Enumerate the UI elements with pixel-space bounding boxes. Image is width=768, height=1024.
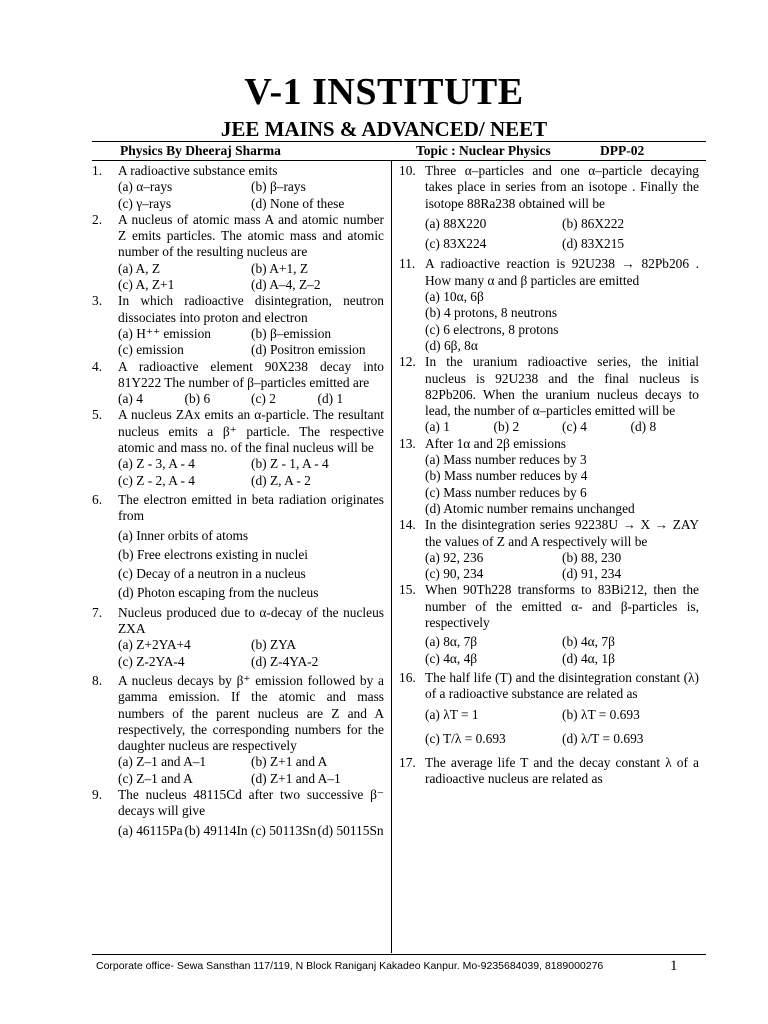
options-row: (a) A, Z (b) A+1, Z [118, 260, 309, 276]
footer-address: Corporate office- Sewa Sansthan 117/119, N Block Raniganj Kakadeo Kanpur. Mo-9235684039, 8189000276 [96, 960, 604, 972]
left-column [92, 163, 384, 839]
right-column [399, 163, 699, 788]
question-15: 15. When 90Th228 transforms to 83Bi212, then the number of the emitted α- and β-particles is, respectively [399, 582, 699, 631]
question-9: 9. The nucleus 48115Cd after two successive β⁻ decays will give [92, 786, 384, 819]
option: (c) 6 electrons, 8 protons [425, 321, 559, 337]
question-8: 8. A nucleus decays by β⁺ emission followed by a gamma emission. If the atomic and mass numbers of the parent nucleus are Z and A respectively, the corresponding numbers for the daughter nucleus are respectively [92, 672, 384, 754]
options-row: (a) α–rays (b) β–rays [118, 179, 306, 195]
options-row: (c) 90, 234 (d) 91, 234 [425, 566, 622, 582]
options-row: (a) Z - 3, A - 4 (b) Z - 1, A - 4 [118, 456, 329, 472]
question-6: 6. The electron emitted in beta radiation originates from [92, 491, 384, 524]
options-row: (c) γ–rays (d) None of these [118, 195, 345, 211]
options-row: (c) Z–1 and A (d) Z+1 and A–1 [118, 770, 341, 786]
question-16: 16. The half life (T) and the disintegration constant (λ) of a radioactive substance are related as [399, 669, 699, 702]
question-11: 11. A radioactive reaction is 92U238 → 82Pb206 . How many α and β particles are emitted [399, 256, 699, 288]
question-4: 4. A radioactive element 90X238 decay into 81Y222 The number of β–particles emitted are [92, 358, 384, 390]
option: (b) Free electrons existing in nuclei [118, 546, 309, 562]
question-2: 2. A nucleus of atomic mass A and atomic number Z emits particles. The atomic mass and atomic number of the resulting nucleus are [92, 211, 384, 260]
option: (a) Mass number reduces by 3 [425, 452, 587, 468]
options-row: (c) Z-2YA-4 (d) Z-4YA-2 [118, 653, 319, 669]
column-divider [391, 161, 392, 953]
question-10: 10. Three α–particles and one α–particle decaying takes place in series from an isotope . Finally the isotope 88Ra238 obtained will be [399, 163, 699, 211]
options-row: (c) Z - 2, A - 4 (d) Z, A - 2 [118, 472, 311, 488]
options-row: (a) 88X220 (b) 86X222 [425, 215, 625, 231]
options-row: (a) 1 (b) 2 (c) 4 (d) 8 [425, 419, 657, 435]
option: (b) Mass number reduces by 4 [425, 468, 588, 484]
question-14: 14. In the disintegration series 92238U → X → ZAY the values of Z and A respectively will be [399, 517, 699, 549]
byline: Physics By Dheeraj Sharma [120, 143, 281, 158]
options-row: (a) 46115Pa (b) 49114In (c) 50113Sn (d) 50115Sn [118, 822, 384, 838]
subheader-rule [92, 160, 706, 161]
question-13: 13. After 1α and 2β emissions [399, 435, 567, 451]
exam-subtitle: JEE MAINS & ADVANCED/ NEET [220, 117, 548, 141]
option: (a) 10α, 6β [425, 289, 484, 305]
topic-label: Topic : Nuclear Physics [416, 143, 551, 158]
options-row: (c) A, Z+1 (d) A–4, Z–2 [118, 277, 321, 293]
options-row: (c) 83X224 (d) 83X215 [425, 236, 625, 252]
options-row: (a) 8α, 7β (b) 4α, 7β [425, 634, 615, 650]
question-7: 7. Nucleus produced due to α-decay of the nucleus ZXA [92, 604, 384, 637]
header-rule [92, 141, 706, 142]
question-12: 12. In the uranium radioactive series, the initial nucleus is 92U238 and the final nucleus is 82Pb206. When the uranium nucleus decays to lead, the number of α–particles emitted will be [399, 354, 699, 419]
option: (c) Decay of a neutron in a nucleus [118, 566, 306, 582]
option: (d) 6β, 8α [425, 337, 478, 353]
options-row: (a) Z+2YA+4 (b) ZYA [118, 637, 296, 653]
page-number: 1 [670, 958, 678, 974]
institute-title: V-1 INSTITUTE [244, 71, 524, 113]
option: (b) 4 protons, 8 neutrons [425, 305, 558, 321]
question-17: 17. The average life T and the decay constant λ of a radioactive nucleus are related as [399, 755, 699, 787]
options-row: (c) T/λ = 0.693 (d) λ/T = 0.693 [425, 730, 644, 746]
question-3: 3. In which radioactive disintegration, neutron dissociates into proton and electron [92, 293, 384, 325]
options-row: (a) H⁺⁺ emission (b) β–emission [118, 325, 332, 341]
option: (a) Inner orbits of atoms [118, 527, 249, 543]
options-row: (a) Z–1 and A–1 (b) Z+1 and A [118, 754, 328, 770]
options-row: (c) 4α, 4β (d) 4α, 1β [425, 650, 615, 666]
option: (d) Photon escaping from the nucleus [118, 585, 319, 601]
option: (c) Mass number reduces by 6 [425, 484, 587, 500]
options-row: (a) λT = 1 (b) λT = 0.693 [425, 706, 640, 722]
dpp-label: DPP-02 [600, 143, 645, 158]
options-row: (a) 92, 236 (b) 88, 230 [425, 549, 622, 565]
question-5: 5. A nucleus ZAx emits an α-particle. The resultant nucleus emits a β⁺ particle. The respective atomic and mass no. of the final nucleus will be [92, 407, 384, 456]
options-row: (a) 4 (b) 6 (c) 2 (d) 1 [118, 391, 344, 407]
options-row: (c) emission (d) Positron emission [118, 342, 366, 358]
footer-rule [92, 954, 706, 955]
question-1: 1. A radioactive substance emits [92, 163, 278, 178]
option: (d) Atomic number remains unchanged [425, 500, 635, 516]
